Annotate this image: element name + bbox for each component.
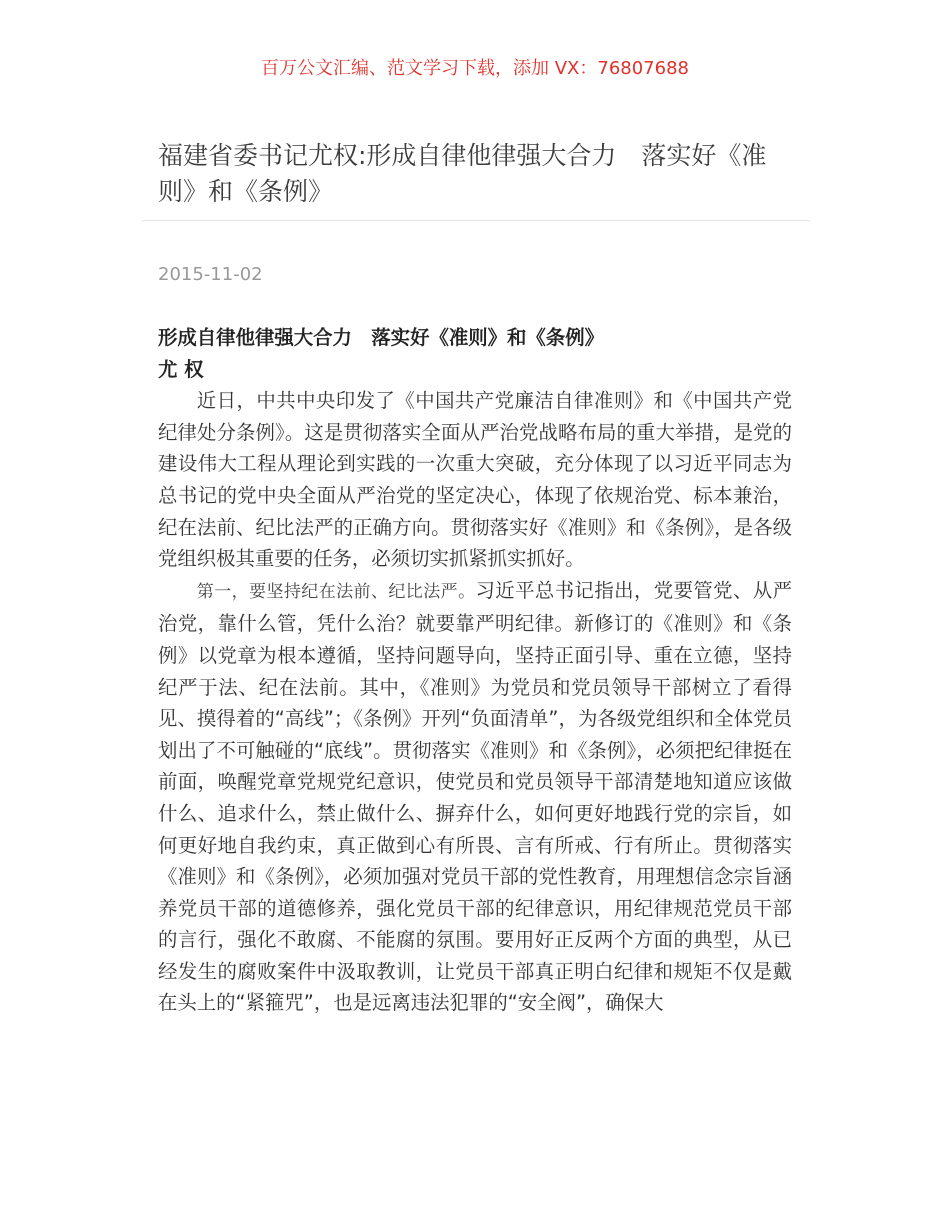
paragraph-2 [158,575,792,1019]
page-title: 福建省委书记尤权:形成自律他律强大合力 落实好《准则》和《条例》 [158,141,767,206]
paragraph-2-body: 习近平总书记指出，党要管党、从严治党，靠什么管，凭什么治？就要靠严明纪律。新修订的《准则》和《条例》以党章为根本遵循，坚持问题导向，坚持正面引导、重在立德，坚持纪严于法、纪在法前。其中，《准则》为党员和党员领导干部树立了看得见、摸得着的“高线”；《条例》开列“负面清单”，为各级党组织和全体党员划出了不可触碰的“底线”。贯彻落实《准则》和《条例》，必须把纪律挺在前面，唤醒党章党规党纪意识，使党员和党员领导干部清楚地知道应该做什么、追求什么，禁止做什么、摒弃什么，如何更好地践行党的宗旨，如何更好地自我约束，真正做到心有所畏、言有所戒、行有所止。贯彻落实《准则》和《条例》，必须加强对党员干部的党性教育，用理想信念宗旨涵养党员干部的道德修养，强化党员干部的纪律意识，用纪律规范党员干部的言行，强化不敢腐、不能腐的氛围。要用好正反两个方面的典型，从已经发生的腐败案件中汲取教训，让党员干部真正明白纪律和规矩不仅是戴在头上的“紧箍咒”，也是远离违法犯罪的“安全阀”，确保大 [158,578,793,1015]
title-divider [142,220,810,221]
article-subtitle: 形成自律他律强大合力 落实好《准则》和《条例》 [158,326,604,349]
article-body [158,322,792,1019]
publish-date: 2015-11-02 [158,264,263,285]
paragraph-2-lead: 第一，要坚持纪在法前、纪比法严。 [196,581,476,602]
paragraph-1: 近日，中共中央印发了《中国共产党廉洁自律准则》和《中国共产党纪律处分条例》。这是贯彻落实全面从严治党战略布局的重大举措，是党的建设伟大工程从理论到实践的一次重大突破，充分体现了以习近平同志为总书记的党中央全面从严治党的坚定决心，体现了依规治党、标本兼治，纪在法前、纪比法严的正确方向。贯彻落实好《准则》和《条例》，是各级党组织极其重要的任务，必须切实抓紧抓实抓好。 [158,389,792,571]
article-author: 尤 权 [158,357,204,381]
header-banner: 百万公文汇编、范文学习下载，添加 VX：76807688 [261,58,689,79]
